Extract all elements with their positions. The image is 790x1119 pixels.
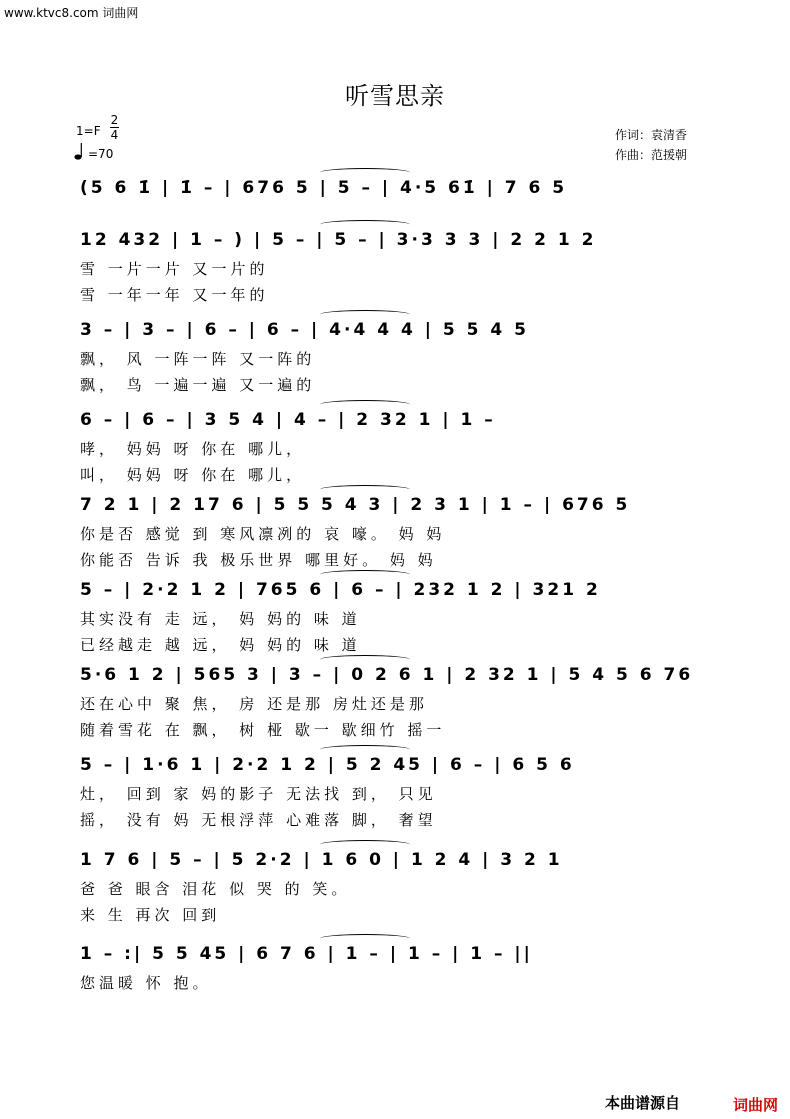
lyric-line: 已经越走 越 远， 妈 妈的 味 道	[80, 636, 361, 654]
composer-credit: 作曲：范援朝	[615, 148, 688, 162]
slur-mark	[320, 168, 410, 177]
lyricist-credit: 作词：袁清香	[615, 128, 688, 142]
score-system	[70, 178, 715, 238]
score-system	[70, 580, 715, 654]
lyric-line: 摇， 没有 妈 无根浮萍 心难落 脚， 奢望	[80, 811, 437, 829]
lyric-line: 爸 爸 眼含 泪花 似 哭 的 笑。	[80, 880, 351, 898]
notation-line: 12 432 | 1 – ) | 5 – | 5 – | 3·3 3 3 | 2 2 1 2	[80, 230, 597, 250]
lyric-line: 随着雪花 在 飘， 树 桠 歇一 歇细竹 摇一	[80, 721, 446, 739]
lyric-line: 你是否 感觉 到 寒风凛冽的 哀 嚎。 妈 妈	[80, 525, 446, 543]
lyric-line: 您温暖 怀 抱。	[80, 974, 212, 992]
slur-mark	[320, 745, 410, 754]
slur-mark	[320, 400, 410, 409]
slur-mark	[320, 570, 410, 579]
lyric-line: 你能否 告诉 我 极乐世界 哪里好。 妈 妈	[80, 551, 437, 569]
key-signature: 1=F	[76, 124, 101, 138]
tempo-mark: =70	[88, 147, 114, 161]
slur-mark	[320, 655, 410, 664]
site-watermark: www.ktvc8.com 词曲网	[4, 6, 139, 20]
lyric-line: 灶， 回到 家 妈的影子 无法找 到， 只见	[80, 785, 437, 803]
time-top: 2	[110, 113, 119, 127]
notation-line: (5 6 1̇ | 1̇ – | 676 5 | 5 – | 4·5 61̇ | 7 6 5	[80, 178, 568, 198]
notation-line: 3 – | 3 – | 6 – | 6 – | 4·4 4 4 | 5 5 4 5	[80, 320, 529, 340]
notation-line: 1 – :| 5 5 45 | 6 7 6 | 1 – | 1 – | 1 – ||	[80, 944, 533, 964]
quarter-note-icon	[74, 142, 84, 160]
notation-line: 5·6 1 2 | 565 3 | 3 – | 0 2 6 1 | 2 32 1 | 5 4 5 6 76	[80, 665, 694, 685]
notation-line: 7 2 1 | 2 17 6 | 5 5 5 4 3 | 2 3 1 | 1 – | 676 5	[80, 495, 631, 515]
lyric-line: 飘， 鸟 一遍一遍 又一遍的	[80, 376, 316, 394]
slur-mark	[320, 485, 410, 494]
time-signature	[110, 114, 119, 141]
lyric-line: 飘， 风 一阵一阵 又一阵的	[80, 350, 316, 368]
lyric-line: 叫， 妈妈 呀 你在 哪儿，	[80, 466, 306, 484]
lyric-line: 来 生 再次 回到	[80, 906, 221, 924]
notation-line: 5 – | 1·6 1 | 2·2 1 2 | 5 2 45 | 6 – | 6 5 6	[80, 755, 575, 775]
score-system	[70, 850, 715, 924]
site-logo: 词曲网	[732, 1096, 778, 1114]
score-system	[70, 944, 715, 1004]
lyric-line: 其实没有 走 远， 妈 妈的 味 道	[80, 610, 361, 628]
slur-mark	[320, 220, 410, 229]
slur-mark	[320, 310, 410, 319]
source-note: 本曲谱源自	[604, 1094, 680, 1112]
lyric-line: 雪 一片一片 又一片的	[80, 260, 269, 278]
notation-line: 5 – | 2·2 1 2 | 765 6 | 6 – | 232 1 2 | 321 2	[80, 580, 601, 600]
notation-line: 6 – | 6 – | 3 5 4 | 4 – | 2 32 1 | 1 –	[80, 410, 496, 430]
score-system	[70, 410, 715, 484]
score-system	[70, 320, 715, 394]
slur-mark	[320, 934, 410, 943]
lyric-line: 还在心中 聚 焦， 房 还是那 房灶还是那	[80, 695, 428, 713]
time-bottom: 4	[110, 128, 119, 142]
score-system	[70, 495, 715, 569]
lyric-line: 雪 一年一年 又一年的	[80, 286, 269, 304]
score-system	[70, 665, 715, 739]
score-system	[70, 755, 715, 829]
notation-line: 1 7 6 | 5 – | 5 2·2 | 1 6 0 | 1 2 4 | 3 2 1	[80, 850, 563, 870]
slur-mark	[320, 840, 410, 849]
score-system	[70, 230, 715, 304]
song-title: 听雪思亲	[345, 82, 445, 110]
lyric-line: 哮， 妈妈 呀 你在 哪儿，	[80, 440, 306, 458]
